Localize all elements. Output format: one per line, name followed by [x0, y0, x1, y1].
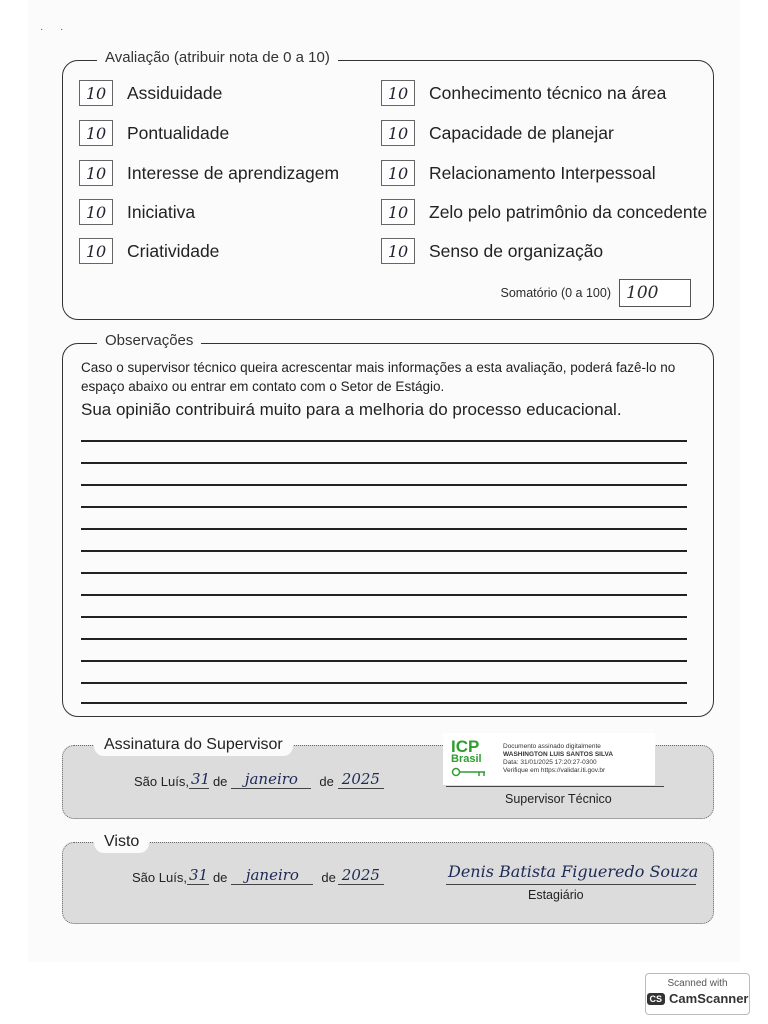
intern-signature: Denis Batista Figueredo Souza — [448, 862, 699, 881]
score-box: 10 — [381, 120, 415, 146]
supervisor-signature-line — [446, 786, 664, 787]
evaluation-section — [62, 49, 714, 320]
score-box: 10 — [79, 238, 113, 264]
score-box: 10 — [79, 80, 113, 106]
criterion-label: Senso de organização — [429, 240, 604, 261]
observations-instructions: Caso o supervisor técnico queira acrescentar mais informações a esta avaliação, poderá fazê-lo no espaço abaixo ou entrar em contato com o Setor de Estágio. — [81, 360, 676, 394]
criterion-label: Conhecimento técnico na área — [429, 82, 667, 103]
de-label: de — [212, 870, 228, 885]
supervisor-tag: Assinatura do Supervisor — [94, 734, 293, 756]
scan-speck: · · — [40, 24, 64, 35]
writing-line — [81, 660, 687, 662]
scanned-with-label: Scanned with — [667, 978, 728, 989]
score-box: 10 — [381, 160, 415, 186]
digital-signature-stamp — [443, 733, 655, 785]
writing-line — [81, 462, 687, 464]
city-label: São Luís, — [132, 870, 187, 885]
stamp-text: Documento assinado digitalmente WASHINGTON LUIS SANTOS SILVA Data: 31/01/2025 17:20:27-0300 Verifique em https://validar.iti.gov.br — [503, 743, 614, 774]
evaluation-legend: Avaliação (atribuir nota de 0 a 10) — [97, 49, 338, 66]
de-label: de — [321, 870, 336, 885]
score-box: 10 — [79, 199, 113, 225]
criterion-planejar — [381, 119, 614, 147]
score-box: 10 — [381, 238, 415, 264]
visto-date — [132, 866, 384, 885]
criterion-conhecimento — [381, 79, 666, 107]
de-label: de — [212, 774, 228, 789]
criterion-zelo — [381, 198, 707, 226]
criterion-label: Criatividade — [127, 240, 220, 261]
writing-line — [81, 484, 687, 486]
criterion-label: Pontualidade — [127, 122, 230, 143]
criterion-criatividade — [79, 237, 219, 265]
writing-line — [81, 528, 687, 530]
score-box: 10 — [79, 120, 113, 146]
observations-highlight: Sua opinião contribuirá muito para a melhoria do processo educacional. — [81, 400, 622, 419]
criterion-label: Iniciativa — [127, 201, 196, 222]
writing-line — [81, 506, 687, 508]
icp-brasil-logo: ICP Brasil — [451, 740, 497, 779]
writing-line — [81, 638, 687, 640]
writing-line — [81, 702, 687, 704]
sum-row — [501, 279, 691, 307]
criterion-iniciativa — [79, 198, 195, 226]
observations-legend: Observações — [97, 332, 201, 349]
score-box: 10 — [381, 199, 415, 225]
observations-section — [62, 332, 714, 717]
criterion-interesse — [79, 159, 339, 187]
camscanner-watermark — [645, 973, 750, 1015]
criterion-label: Interesse de aprendizagem — [127, 162, 340, 183]
criterion-assiduidade — [79, 79, 222, 107]
supervisor-role-label: Supervisor Técnico — [505, 792, 612, 806]
year-value: 2025 — [338, 770, 384, 789]
month-value: janeiro — [231, 866, 313, 885]
intern-signature-line — [446, 884, 696, 885]
criterion-relacionamento — [381, 159, 656, 187]
writing-line — [81, 616, 687, 618]
criterion-label: Zelo pelo patrimônio da concedente — [429, 201, 708, 222]
month-value: janeiro — [231, 770, 311, 789]
sum-value: 100 — [619, 279, 691, 307]
visto-tag: Visto — [94, 831, 149, 853]
writing-line — [81, 594, 687, 596]
criterion-label: Relacionamento Interpessoal — [429, 162, 656, 183]
criterion-pontualidade — [79, 119, 229, 147]
score-box: 10 — [79, 160, 113, 186]
criterion-label: Assiduidade — [127, 82, 223, 103]
camscanner-name: CamScanner — [669, 991, 749, 1006]
writing-line — [81, 682, 687, 684]
writing-line — [81, 572, 687, 574]
supervisor-date — [134, 770, 384, 789]
writing-line — [81, 550, 687, 552]
writing-line — [81, 440, 687, 442]
sum-label: Somatório (0 a 100) — [500, 286, 611, 300]
year-value: 2025 — [338, 866, 384, 885]
camscanner-logo-icon: CS — [647, 993, 666, 1005]
day-value: 31 — [190, 770, 211, 788]
criterion-organizacao — [381, 237, 603, 265]
intern-role-label: Estagiário — [528, 888, 584, 902]
de-label: de — [319, 774, 334, 789]
criterion-label: Capacidade de planejar — [429, 122, 614, 143]
day-value: 31 — [188, 866, 209, 884]
city-label: São Luís, — [134, 774, 189, 789]
score-box: 10 — [381, 80, 415, 106]
